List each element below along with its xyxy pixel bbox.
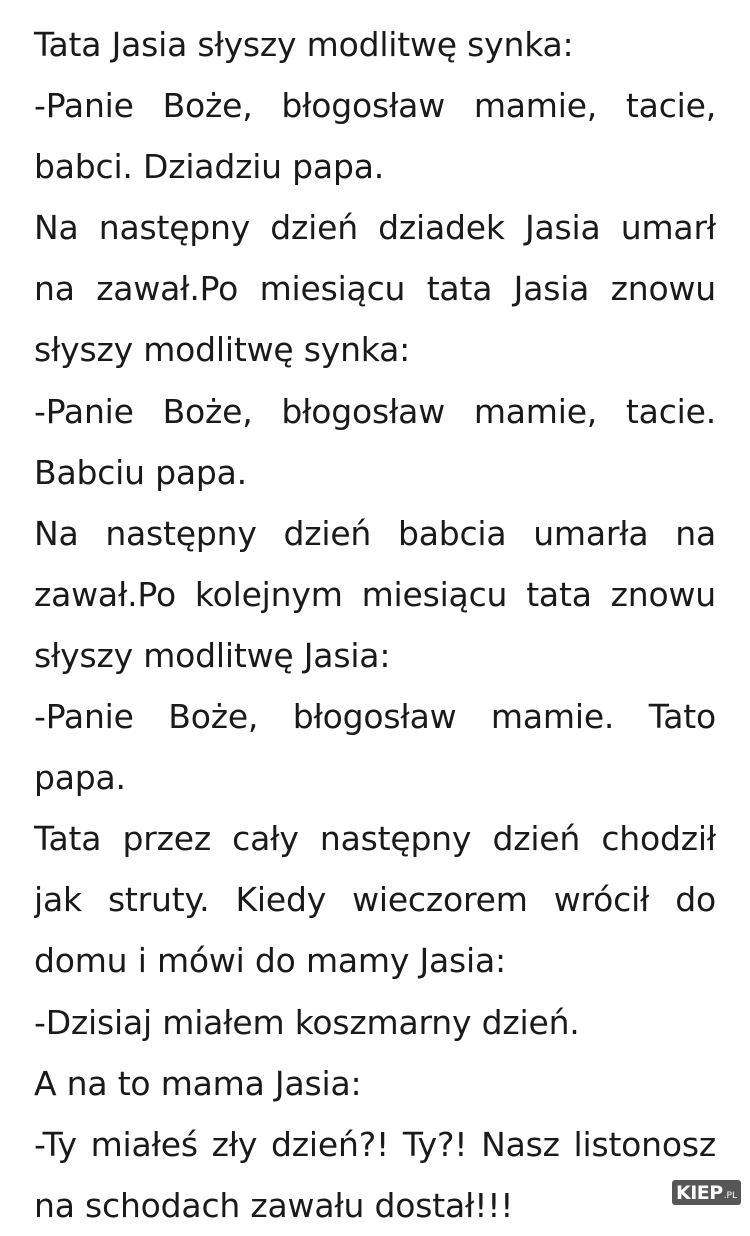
joke-text [34,14,716,1236]
joke-line: Na następny dzień dziadek Jasia umarł [34,208,716,248]
joke-line: jak struty. Kiedy wieczorem wrócił do [34,880,716,920]
joke-line: Na następny dzień babcia umarła na [34,513,716,553]
joke-line: Tata Jasia słyszy modlitwę synka: [34,25,574,64]
watermark-text: KIEP [675,1182,723,1204]
joke-line: -Dzisiaj miałem koszmarny dzień. [34,1002,580,1042]
joke-line: -Panie Boże, błogosław mamie. Tato [34,697,716,737]
joke-line: na zawał.Po miesiącu tata Jasia znowu [34,269,716,309]
watermark-suffix: .PL [723,1191,737,1201]
kiep-watermark-logo [672,1180,741,1205]
joke-line: babci. Dziadziu papa. [34,147,385,187]
joke-line: papa. [34,758,126,798]
joke-line: zawał.Po kolejnym miesiącu tata znowu [34,574,716,614]
joke-line: słyszy modlitwę Jasia: [34,635,391,675]
joke-line: -Panie Boże, błogosław mamie, tacie. [34,391,716,431]
joke-line: na schodach zawału dostał!!! [34,1185,514,1225]
joke-line: -Panie Boże, błogosław mamie, tacie, [34,86,716,126]
joke-line: Tata przez cały następny dzień chodził [34,819,716,859]
joke-line: Babciu papa. [34,452,247,492]
joke-line: A na to mama Jasia: [34,1063,362,1103]
joke-line: słyszy modlitwę synka: [34,330,411,370]
joke-line: domu i mówi do mamy Jasia: [34,941,506,981]
watermark-badge [672,1180,741,1205]
joke-line: -Ty miałeś zły dzień?! Ty?! Nasz listonosz [34,1124,716,1164]
